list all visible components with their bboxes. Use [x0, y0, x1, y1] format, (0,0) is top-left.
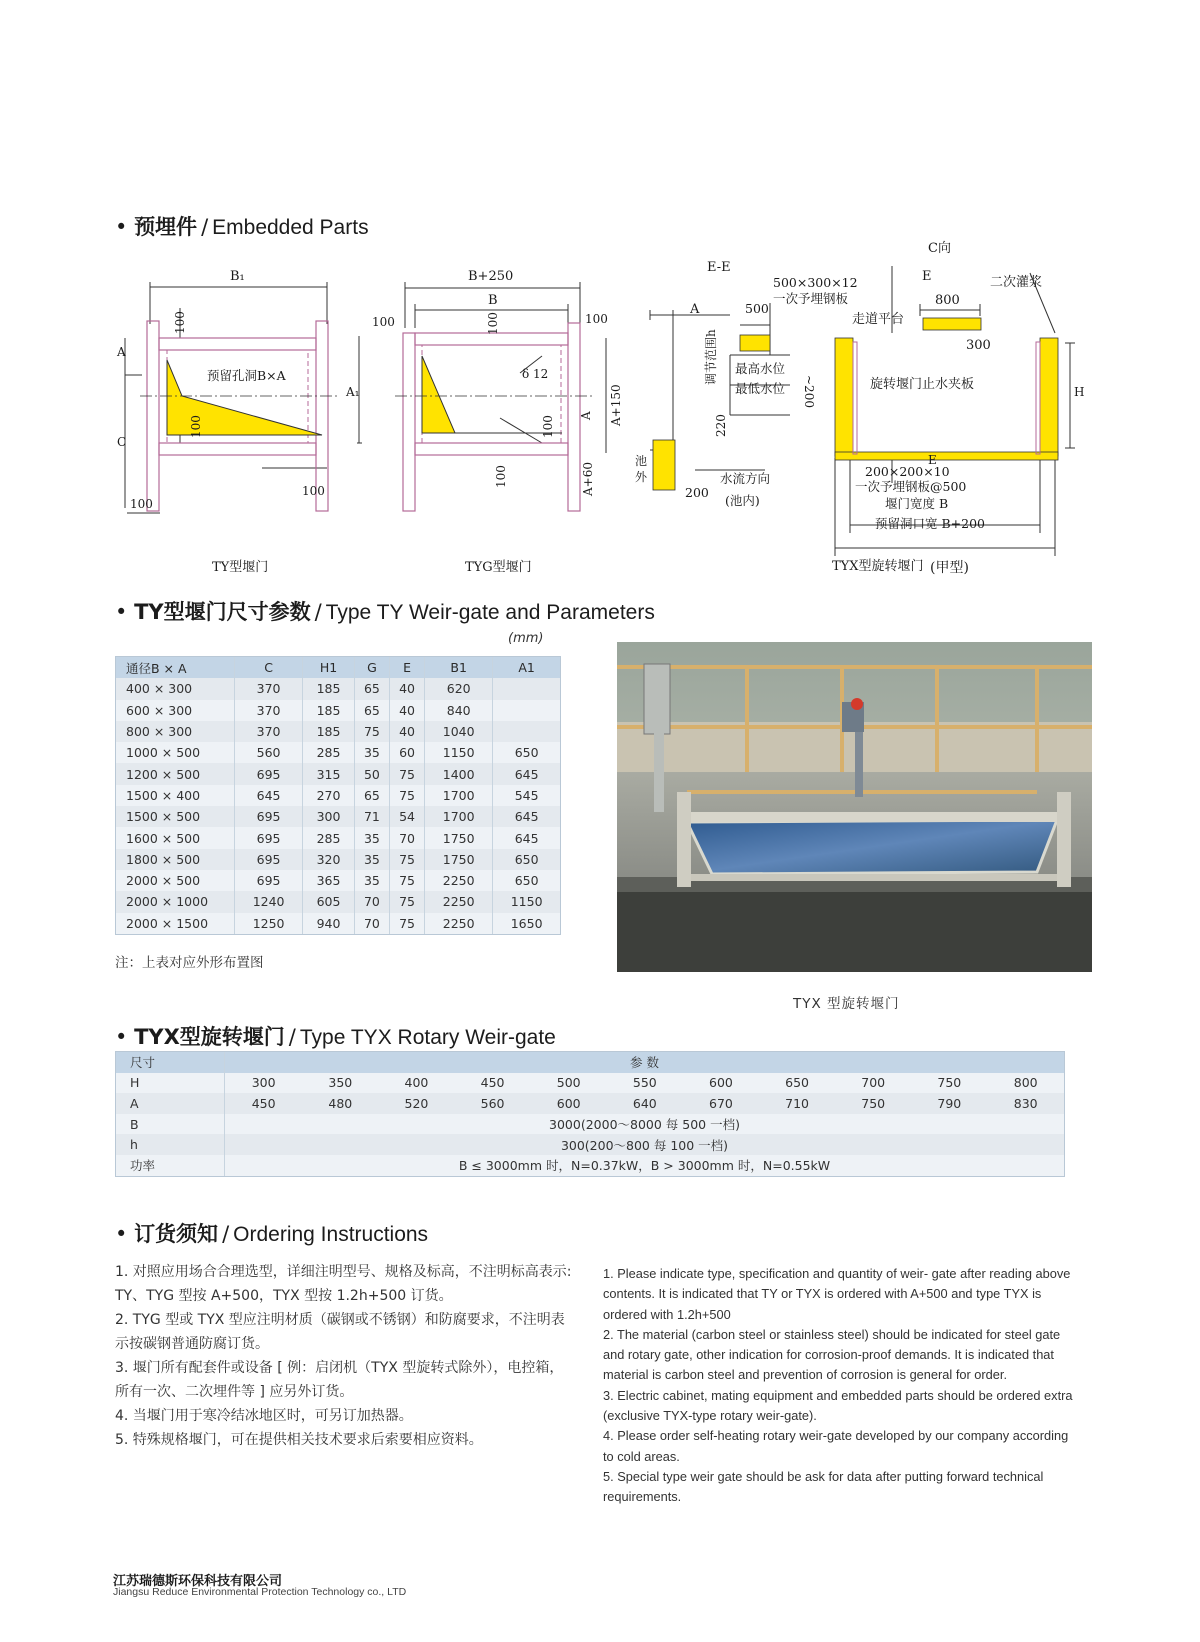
cv-opening-width: 预留洞口宽 B+200	[875, 516, 985, 531]
table-cell: 790	[911, 1093, 987, 1114]
ee-outside-1: 池	[635, 454, 648, 468]
table-cell: 545	[493, 785, 560, 806]
table-cell: 功率	[116, 1155, 225, 1176]
ty-dim-a1: A₁	[346, 385, 360, 399]
table-cell: H	[116, 1073, 225, 1094]
table-cell: 70	[354, 891, 389, 912]
table-cell: 695	[235, 870, 303, 891]
table-cell: 450	[455, 1073, 531, 1094]
table-cell: 285	[303, 742, 355, 763]
section-title-en: Type TYX Rotary Weir-gate	[299, 1026, 556, 1049]
ee-section-diagram	[635, 255, 858, 510]
cv-plate-label: 一次予埋钢板@500	[855, 479, 967, 494]
table-header-cell: 尺寸	[116, 1052, 225, 1073]
ee-low-water: 最低水位	[735, 381, 786, 396]
instruction-line: ordered with 1.2h+500	[603, 1306, 731, 1322]
tyg-dim-100-top: 100	[486, 312, 500, 335]
ee-high-water: 最高水位	[735, 361, 786, 376]
table-cell: 650	[493, 742, 560, 763]
table-cell: 65	[354, 785, 389, 806]
table-cell: 400 × 300	[116, 678, 235, 699]
section-title-embedded: • 预埋件 / Embedded Parts	[115, 215, 369, 239]
ee-inside: (池内)	[725, 493, 760, 508]
photo-caption: TYX 型旋转堰门	[793, 996, 900, 1012]
table-cell: 710	[759, 1093, 835, 1114]
table-row	[116, 721, 560, 742]
table-cell: 1000 × 500	[116, 742, 235, 763]
table-cell: 300	[225, 1073, 303, 1094]
ee-plate-label: 一次予埋钢板	[773, 291, 849, 306]
table-cell: 650	[493, 870, 560, 891]
table-cell: 650	[759, 1073, 835, 1094]
table-cell: 75	[389, 849, 424, 870]
tyg-dim-100-bottom: 100	[494, 465, 508, 488]
instruction-line: 5. Special type weir gate should be ask for data after putting forward technical	[603, 1468, 1044, 1484]
table-row	[116, 678, 560, 699]
table-header-cell: H1	[303, 657, 355, 678]
cv-dim-300: 300	[966, 338, 991, 353]
table-cell: 1750	[425, 849, 493, 870]
instruction-line: TY、TYG 型按 A+500，TYX 型按 1.2h+500 订货。	[115, 1288, 453, 1304]
table-cell: B	[116, 1114, 225, 1135]
c-view-diagram	[830, 238, 1095, 583]
ty-dim-a: A	[117, 345, 126, 359]
table-cell: 1500 × 500	[116, 806, 235, 827]
table-cell: 2250	[425, 870, 493, 891]
instruction-line: 1. Please indicate type, specification and quantity of weir- gate after reading above	[603, 1266, 1071, 1281]
table-cell: 1600 × 500	[116, 827, 235, 848]
unit-label: (mm)	[508, 631, 544, 646]
table-cell: B ≤ 3000mm 时，N=0.37kW，B > 3000mm 时，N=0.55kW	[225, 1155, 1065, 1176]
ee-flow-direction: 水流方向	[720, 471, 771, 486]
instruction-line: 示按碳钢普通防腐订货。	[115, 1336, 269, 1352]
table-row	[116, 849, 560, 870]
ty-diagram-caption: TY型堰门	[212, 560, 269, 575]
table-cell: 695	[235, 849, 303, 870]
table-cell: 320	[303, 849, 355, 870]
tyg-dim-a: A	[579, 411, 593, 420]
table-cell: 1250	[235, 913, 303, 934]
table-header-row	[116, 1052, 1064, 1073]
ty-dim-100-mid: 100	[189, 415, 203, 438]
table-note: 注：上表对应外形布置图	[115, 955, 264, 971]
cv-section-e-top: E	[922, 269, 932, 284]
table-cell: 1650	[493, 913, 560, 934]
table-cell: 75	[389, 870, 424, 891]
table-row	[116, 700, 560, 721]
tyg-dim-a150: A+150	[609, 384, 623, 426]
table-cell: 695	[235, 806, 303, 827]
instruction-line: 所有一次、二次埋件等 ] 应另外订货。	[115, 1384, 354, 1400]
table-cell: 75	[354, 721, 389, 742]
table-row	[116, 1093, 1064, 1114]
section-title-tyx: • TYX型旋转堰门 / Type TYX Rotary Weir-gate	[115, 1025, 556, 1049]
tyx-gate-photo	[617, 642, 1092, 972]
table-cell: 645	[493, 827, 560, 848]
section-title-cn: TY型堰门尺寸参数	[134, 600, 311, 624]
table-cell: 1040	[425, 721, 493, 742]
cv-walkway: 走道平台	[852, 312, 905, 327]
table-row	[116, 913, 560, 934]
ty-hole-label: 预留孔洞B×A	[207, 368, 286, 383]
table-row	[116, 827, 560, 848]
table-cell: 65	[354, 700, 389, 721]
table-cell: 1700	[425, 785, 493, 806]
table-cell: 2000 × 500	[116, 870, 235, 891]
table-cell: A	[116, 1093, 225, 1114]
ee-adjust-range: 调节范围h	[704, 329, 718, 385]
section-title-cn: 订货须知	[134, 1222, 219, 1246]
table-row	[116, 891, 560, 912]
table-row	[116, 870, 560, 891]
table-cell: 1800 × 500	[116, 849, 235, 870]
tyg-dim-100-mid: 100	[541, 415, 555, 438]
ee-dim-200-side: ~200	[802, 375, 816, 408]
table-cell: 560	[235, 742, 303, 763]
table-cell: 650	[493, 849, 560, 870]
table-row	[116, 1073, 1064, 1094]
table-cell	[493, 700, 560, 721]
table-cell: 71	[354, 806, 389, 827]
table-header-row	[116, 657, 560, 678]
section-title-en: Embedded Parts	[212, 216, 369, 239]
table-cell: 800 × 300	[116, 721, 235, 742]
table-row	[116, 742, 560, 763]
table-cell: 315	[303, 763, 355, 784]
table-cell: 640	[607, 1093, 683, 1114]
table-cell: 40	[389, 721, 424, 742]
table-cell: 40	[389, 678, 424, 699]
table-cell: 645	[235, 785, 303, 806]
table-row	[116, 806, 560, 827]
ty-parameter-table	[116, 657, 560, 934]
table-cell: 370	[235, 700, 303, 721]
instruction-line: requirements.	[603, 1489, 682, 1505]
instruction-line: 2. The material (carbon steel or stainless steel) should be indicated for steel gate	[603, 1326, 1061, 1342]
ee-dim-500: 500	[745, 301, 769, 316]
cv-gate-width: 堰门宽度 B	[885, 496, 949, 511]
table-cell: 285	[303, 827, 355, 848]
table-cell: 620	[425, 678, 493, 699]
section-title-en: Type TY Weir-gate and Parameters	[325, 601, 655, 624]
table-cell: 695	[235, 763, 303, 784]
table-cell	[493, 721, 560, 742]
instruction-line: to cold areas.	[603, 1448, 680, 1464]
table-cell: 520	[378, 1093, 454, 1114]
cv-title: C向	[928, 241, 951, 256]
tyg-dim-a60: A+60	[581, 462, 595, 496]
table-cell: 695	[235, 827, 303, 848]
table-cell: 35	[354, 827, 389, 848]
table-header-cell: B1	[425, 657, 493, 678]
table-header-cell: A1	[493, 657, 560, 678]
table-cell: 1750	[425, 827, 493, 848]
ty-dim-100-left: 100	[130, 497, 153, 511]
table-row	[116, 1114, 1064, 1135]
table-cell: 75	[389, 913, 424, 934]
ty-dim-100-right: 100	[302, 484, 325, 498]
cv-diagram-caption: TYX型旋转堰门	[832, 559, 924, 574]
table-cell: 400	[378, 1073, 454, 1094]
table-row	[116, 1155, 1064, 1176]
cv-diagram-type: (甲型)	[930, 560, 969, 576]
table-cell: 600	[531, 1093, 607, 1114]
table-row	[116, 785, 560, 806]
instruction-line: 3. Electric cabinet, mating equipment and embedded parts should be ordered extra	[603, 1387, 1073, 1403]
section-title-ty: • TY型堰门尺寸参数 / Type TY Weir-gate and Parameters	[115, 600, 655, 624]
tyg-dim-100-right: 100	[585, 312, 608, 326]
table-cell: 750	[835, 1093, 911, 1114]
instruction-line: (exclusive TYX-type rotary weir-gate).	[603, 1408, 817, 1424]
table-cell: 600 × 300	[116, 700, 235, 721]
table-cell: 605	[303, 891, 355, 912]
ee-title: E-E	[707, 260, 731, 275]
table-cell: 2000 × 1000	[116, 891, 235, 912]
ty-dim-100-top: 100	[173, 311, 187, 334]
table-cell: 1150	[493, 891, 560, 912]
ee-plate-size: 500×300×12	[773, 275, 858, 290]
table-header-cell: 通径B × A	[116, 657, 235, 678]
ordering-instructions-en	[603, 1264, 1093, 1508]
tyg-dim-100-left: 100	[372, 315, 395, 329]
ty-dim-c: C	[117, 435, 127, 449]
table-cell: 940	[303, 913, 355, 934]
table-cell: 1150	[425, 742, 493, 763]
instruction-line: 3. 堰门所有配套件或设备 [ 例：启闭机（TYX 型旋转式除外），电控箱，	[115, 1360, 564, 1376]
table-row	[116, 1134, 1064, 1155]
table-header-cell: E	[389, 657, 424, 678]
company-name-cn: 江苏瑞德斯环保科技有限公司	[113, 1574, 283, 1589]
ty-dim-b1: B₁	[230, 269, 245, 284]
cv-plate-size: 200×200×10	[865, 464, 950, 479]
table-cell: 480	[302, 1093, 378, 1114]
table-cell: 670	[683, 1093, 759, 1114]
tyg-gate-diagram	[370, 268, 640, 578]
ee-outside-2: 外	[635, 470, 648, 484]
table-cell: 350	[302, 1073, 378, 1094]
cv-section-e-bottom: E	[928, 453, 937, 467]
table-header-cell: 参 数	[225, 1052, 1065, 1073]
section-title-en: Ordering Instructions	[233, 1223, 429, 1246]
table-cell: 2250	[425, 913, 493, 934]
cv-dim-800: 800	[935, 293, 960, 308]
table-cell: 1200 × 500	[116, 763, 235, 784]
table-cell: 35	[354, 870, 389, 891]
table-cell: 185	[303, 678, 355, 699]
table-cell: 2250	[425, 891, 493, 912]
tyg-delta-label: δ 12	[522, 367, 549, 381]
instruction-line: and rotary gate, other indication for corrosion-proof demands. It is indicated that	[603, 1347, 1054, 1363]
table-cell: 500	[531, 1073, 607, 1094]
table-header-cell: G	[354, 657, 389, 678]
table-cell: 450	[225, 1093, 303, 1114]
table-cell: 185	[303, 700, 355, 721]
table-cell: h	[116, 1134, 225, 1155]
table-cell: 560	[455, 1093, 531, 1114]
table-cell: 35	[354, 742, 389, 763]
cv-dim-h: H	[1074, 385, 1085, 399]
table-cell: 40	[389, 700, 424, 721]
ee-dim-200: 200	[685, 485, 709, 500]
cv-seal-plate: 旋转堰门止水夹板	[870, 377, 975, 392]
table-cell: 365	[303, 870, 355, 891]
cv-grout-label: 二次灌浆	[990, 275, 1043, 290]
tyg-dim-b: B	[488, 293, 498, 308]
instruction-line: 4. Please order self-heating rotary weir-gate developed by our company according	[603, 1428, 1069, 1444]
company-name-en: Jiangsu Reduce Environmental Protection Technology co., LTD	[113, 1586, 407, 1598]
table-cell: 54	[389, 806, 424, 827]
table-cell: 60	[389, 742, 424, 763]
tyg-dim-b250: B+250	[468, 269, 514, 284]
table-cell: 50	[354, 763, 389, 784]
table-cell: 2000 × 1500	[116, 913, 235, 934]
section-title-cn: TYX型旋转堰门	[134, 1025, 285, 1049]
instruction-line: 2. TYG 型或 TYX 型应注明材质（碳钢或不锈钢）和防腐要求，不注明表	[115, 1312, 565, 1328]
table-cell: 35	[354, 849, 389, 870]
table-cell: 70	[389, 827, 424, 848]
table-cell: 1700	[425, 806, 493, 827]
table-cell: 800	[987, 1073, 1064, 1094]
ordering-instructions-cn	[115, 1260, 585, 1452]
table-cell: 185	[303, 721, 355, 742]
table-cell: 1400	[425, 763, 493, 784]
table-cell: 75	[389, 785, 424, 806]
table-cell: 270	[303, 785, 355, 806]
table-cell: 1500 × 400	[116, 785, 235, 806]
instruction-line: 1. 对照应用场合合理选型，详细注明型号、规格及标高，不注明标高表示:	[115, 1264, 572, 1280]
table-cell: 75	[389, 763, 424, 784]
table-cell: 65	[354, 678, 389, 699]
table-cell	[493, 678, 560, 699]
table-cell: 300	[303, 806, 355, 827]
table-cell: 600	[683, 1073, 759, 1094]
ee-dim-a: A	[690, 302, 700, 317]
table-header-cell: C	[235, 657, 303, 678]
table-cell: 840	[425, 700, 493, 721]
instruction-line: 5. 特殊规格堰门，可在提供相关技术要求后索要相应资料。	[115, 1432, 483, 1448]
table-row	[116, 763, 560, 784]
table-cell: 70	[354, 913, 389, 934]
tyx-parameter-table	[116, 1052, 1064, 1176]
instruction-line: material is carbon steel and prevention of corrosion is general for order.	[603, 1367, 1008, 1383]
table-cell: 370	[235, 721, 303, 742]
ty-gate-diagram	[112, 268, 362, 578]
instruction-line: 4. 当堰门用于寒冷结冰地区时，可另订加热器。	[115, 1408, 413, 1424]
table-cell: 3000(2000～8000 每 500 一档)	[225, 1114, 1065, 1135]
table-cell: 830	[987, 1093, 1064, 1114]
instruction-line: contents. It is indicated that TY or TYX is ordered with A+500 and type TYX is	[603, 1286, 1042, 1302]
table-cell: 645	[493, 763, 560, 784]
table-cell: 700	[835, 1073, 911, 1094]
table-cell: 750	[911, 1073, 987, 1094]
table-cell: 1240	[235, 891, 303, 912]
table-cell: 550	[607, 1073, 683, 1094]
table-cell: 300(200～800 每 100 一档)	[225, 1134, 1065, 1155]
tyg-diagram-caption: TYG型堰门	[465, 560, 532, 575]
table-cell: 370	[235, 678, 303, 699]
ee-dim-220: 220	[714, 414, 728, 437]
table-cell: 645	[493, 806, 560, 827]
section-title-cn: 预埋件	[134, 215, 198, 239]
table-cell: 75	[389, 891, 424, 912]
section-title-order: • 订货须知 / Ordering Instructions	[115, 1222, 429, 1246]
